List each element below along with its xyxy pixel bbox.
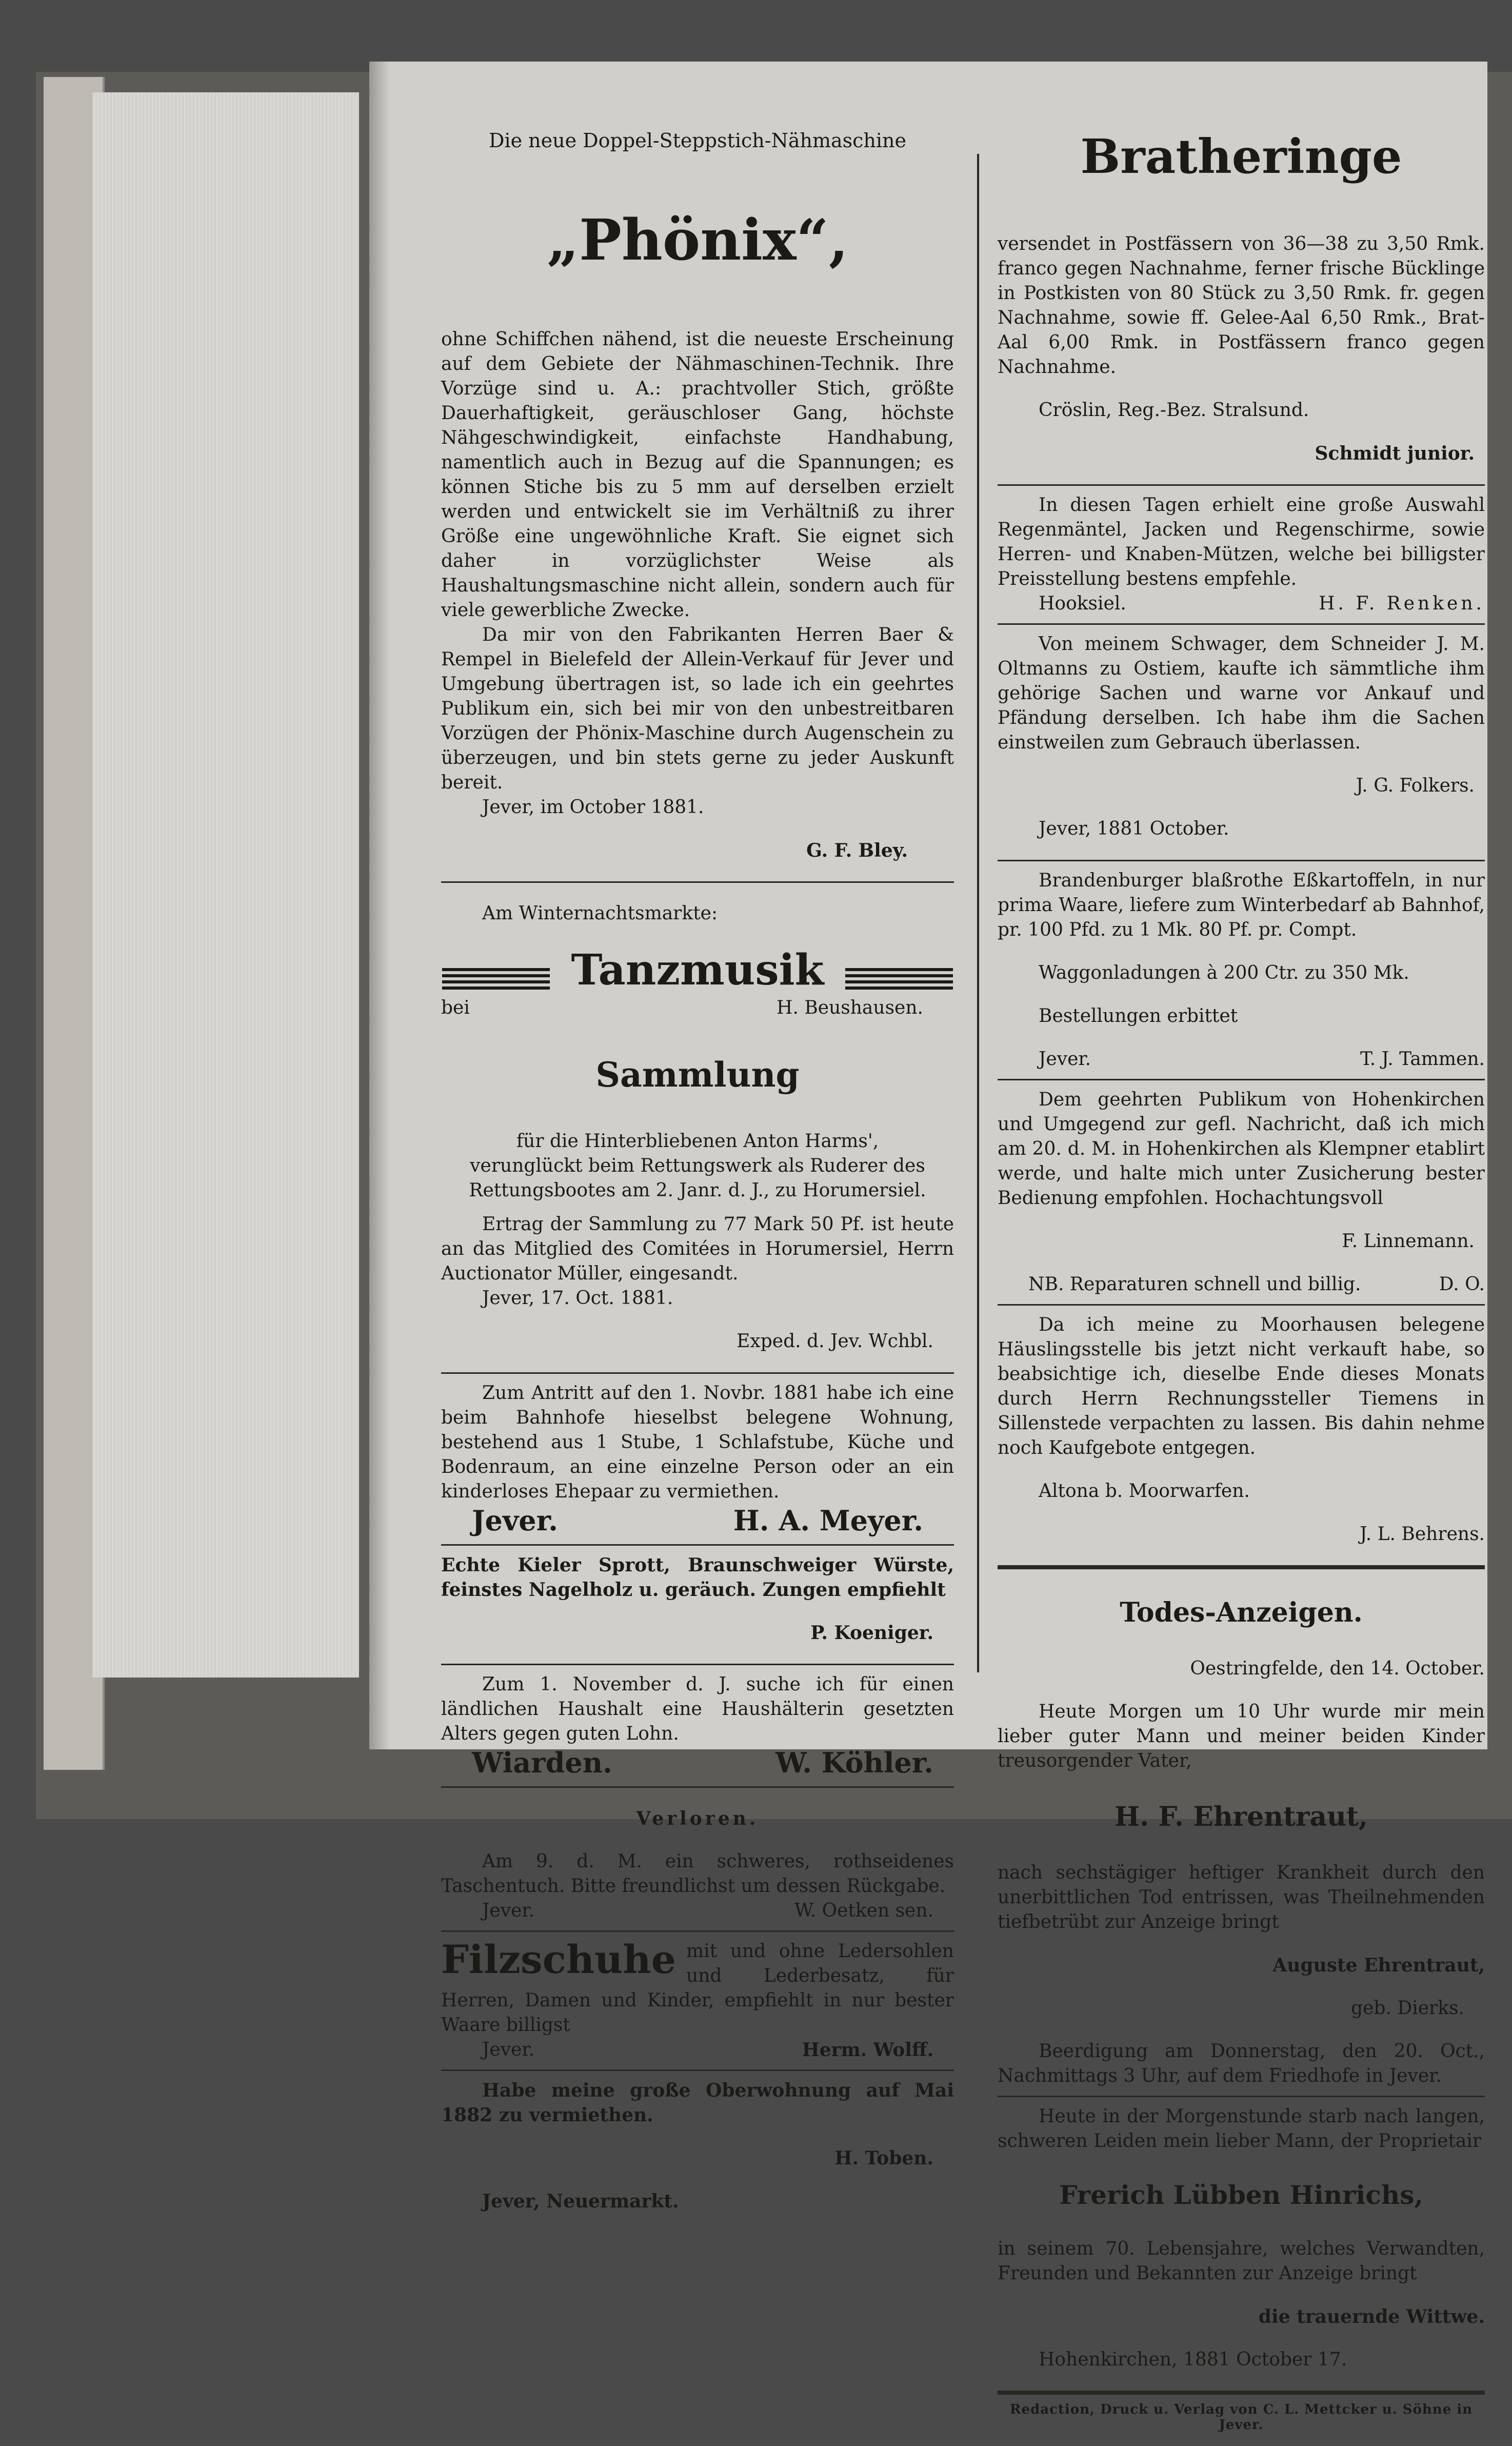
klempner-nb-sign: D. O. [1439, 1274, 1485, 1295]
kartoffeln-sign-row [998, 1047, 1485, 1072]
divider [998, 1304, 1485, 1306]
right-column [998, 77, 1485, 2446]
filzschuhe-sign: Herm. Wolff. [802, 2039, 933, 2061]
klempner-body: Dem geehrten Publikum von Hohenkirchen und Umgegend zur gefl. Nachricht, daß ich mich am 20. d. M. in Hohenkirchen als Klempner etablirt werde, und halte mich unter Zusicherung bester Bedienung empfohlen. Hochachtungsvoll [998, 1089, 1485, 1209]
kartoffeln-body: Brandenburger blaßrothe Eßkartoffeln, in nur prima Waare, liefere zum Winterbedarf ab Bahnhof, pr. 100 Pfd. zu 1 Mk. 80 Pf. pr. Compt. [998, 870, 1485, 940]
tod2-sign: die trauernde Wittwe. [1258, 2306, 1485, 2327]
sprott-body: Echte Kieler Sprott, Braunschweiger Würste, feinstes Nagelholz u. geräuch. Zungen empfiehlt [441, 1554, 954, 1601]
klempner-nb: NB. Reparaturen schnell und billig. [1028, 1274, 1361, 1295]
wohnung-place: Jever. [472, 1504, 558, 1537]
ad-todesanzeige-2 [998, 2104, 1485, 2372]
tod2-body2: in seinem 70. Lebensjahre, welches Verwandten, Freunden und Bekannten zur Anzeige bringt [998, 2238, 1485, 2284]
wohnung-body: Zum Antritt auf den 1. Novbr. 1881 habe ich eine beim Bahnhofe hieselbst belegene Wohnung, bestehend aus 1 Stube, 1 Schlafstube, Küche und Bodenraum, an eine einzelne Person oder an ein kinderloses Ehepaar zu vermiethen. [441, 1383, 954, 1502]
filzschuhe-place: Jever. [482, 2039, 535, 2060]
page-gutter [369, 62, 390, 1749]
sammlung-sign: Exped. d. Jev. Wchbl. [737, 1331, 933, 1352]
divider [441, 1544, 954, 1546]
wohnung-sign: H. A. Meyer. [733, 1504, 923, 1537]
bratheringe-place: Cröslin, Reg.-Bez. Stralsund. [1039, 400, 1309, 421]
regen-sign: H. F. Renken. [1319, 593, 1485, 614]
moorhausen-place: Altona b. Moorwarfen. [1039, 1481, 1250, 1502]
left-column [441, 77, 954, 2232]
ad-filzschuhe [441, 1939, 954, 2062]
ad-wohnung [441, 1381, 954, 1537]
ad-phoenix [441, 128, 954, 863]
tod-name: H. F. Ehrentraut, [1115, 1801, 1368, 1832]
tanz-sign-row [441, 996, 954, 1020]
haushaelterin-body: Zum 1. November d. J. suche ich für einen ländlichen Haushalt eine Haushälterin gesetzten Alters gegen guten Lohn. [441, 1674, 954, 1744]
divider [998, 860, 1485, 861]
verloren-title: Verloren. [636, 1808, 759, 1829]
kartoffeln-body2: Waggonladungen à 200 Ctr. zu 350 Mk. [1039, 962, 1409, 983]
oltmanns-sign: J. G. Folkers. [1356, 775, 1475, 796]
phoenix-body: ohne Schiffchen nähend, ist die neueste Erscheinung auf dem Gebiete der Nähmaschinen-Technik. Ihre Vorzüge sind u. A.: prachtvoller Stich, größte Dauerhaftigkeit, geräuschloser Gang, höchste Nähgeschwindigkeit, einfachste Handhabung, namentlich auch in Bezug auf die Spannungen; es können Stiche bis zu 5 mm auf derselben erzielt werden und entwickelt sie im Verhältniß zu ihrer Größe eine ungewöhnliche Kraft. Sie eignet sich daher in vorzüglichster Weise als Haushaltungsmaschine nicht allein, sondern auch für viele gewerbliche Zwecke. [441, 329, 954, 621]
phoenix-intro: Die neue Doppel-Steppstich-Nähmaschine [488, 129, 907, 152]
haushaelterin-sign-row [441, 1746, 954, 1779]
ad-todesanzeigen [998, 1596, 1485, 2088]
phoenix-title: „Phönix“, [546, 207, 849, 273]
klempner-sign: F. Linnemann. [1342, 1231, 1475, 1252]
ad-sammlung [441, 1054, 954, 1354]
tod2-body: Heute in der Morgenstunde starb nach langen, schweren Leiden mein lieber Mann, der Proprietair [998, 2106, 1485, 2152]
tod-sign2: geb. Dierks. [1351, 1998, 1464, 2019]
page-edges [92, 92, 359, 1678]
ad-oberwohnung [441, 2078, 954, 2214]
verloren-body: Am 9. d. M. ein schweres, rothseidenes Taschentuch. Bitte freundlichst um dessen Rückgabe. [441, 1851, 954, 1897]
tod2-place: Hohenkirchen, 1881 October 17. [1039, 2349, 1347, 2370]
ad-oltmanns [998, 632, 1485, 841]
ad-moorhausen [998, 1313, 1485, 1547]
divider [441, 1786, 954, 1788]
divider [441, 1372, 954, 1374]
phoenix-sign: G. F. Bley. [806, 840, 908, 861]
regen-place: Hooksiel. [1039, 593, 1126, 614]
divider [998, 2096, 1485, 2097]
kartoffeln-sign: T. J. Tammen. [1360, 1049, 1485, 1070]
column-divider [977, 154, 979, 1672]
filzschuhe-text [441, 1939, 954, 2038]
tod-place-date: Oestringfelde, den 14. October. [1190, 1658, 1485, 1679]
imprint-footer: Redaction, Druck u. Verlag von C. L. Mettcker u. Söhne in Jever. [1009, 2402, 1473, 2433]
ad-klempner [998, 1088, 1485, 1297]
oltmanns-place: Jever, 1881 October. [1039, 818, 1229, 839]
tod2-name: Frerich Lübben Hinrichs, [1059, 2180, 1423, 2210]
divider [441, 881, 954, 883]
wohnung-sign-row [441, 1504, 954, 1537]
tanz-sign: H. Beushausen. [777, 997, 923, 1018]
oltmanns-body: Von meinem Schwager, dem Schneider J. M. Oltmanns zu Ostiem, kaufte ich sämmtliche ihm gehörige Sachen und warne vor Ankauf und Pfändung derselben. Ich habe ihm die Sachen einstweilen zum Gebrauch überlassen. [998, 634, 1485, 753]
ad-bratheringe [998, 128, 1485, 466]
bratheringe-sign: Schmidt junior. [1315, 443, 1475, 464]
ad-verloren [441, 1806, 954, 1923]
decor-stripes-left [442, 968, 550, 992]
moorhausen-sign: J. L. Behrens. [1360, 1524, 1485, 1545]
sammlung-title: Sammlung [595, 1055, 800, 1095]
decor-stripes-right [845, 968, 953, 992]
haushaelterin-sign: W. Köhler. [775, 1746, 933, 1779]
tanz-intro: Am Winternachtsmarkte: [482, 903, 718, 924]
phoenix-place: Jever, im October 1881. [482, 797, 704, 818]
kartoffeln-body3: Bestellungen erbittet [1039, 1005, 1238, 1027]
filzschuhe-sign-row [441, 2038, 954, 2062]
verloren-sign: W. Oetken sen. [794, 1900, 933, 1921]
klempner-nb-row [998, 1272, 1485, 1297]
regen-body: In diesen Tagen erhielt eine große Auswahl Regenmäntel, Jacken und Regenschirme, sowie Herren- und Knaben-Mützen, welche bei billigster Preisstellung bestens empfehle. [998, 495, 1485, 589]
sammlung-place: Jever, 17. Oct. 1881. [482, 1288, 673, 1309]
oberwohnung-sign: H. Toben. [834, 2147, 933, 2169]
moorhausen-body: Da ich meine zu Moorhausen belegene Häuslingsstelle bis jetzt nicht verkauft habe, so beabsichtige ich, dieselbe Ende dieses Monats durch Herrn Rechnungssteller Tiemens in Sillenstede verpachten zu lassen. Bis dahin nehme noch Kaufgebote entgegen. [998, 1314, 1485, 1458]
haushaelterin-place: Wiarden. [472, 1746, 612, 1779]
divider [998, 1079, 1485, 1080]
divider [441, 1664, 954, 1665]
divider [441, 1930, 954, 1932]
sprott-sign: P. Koeniger. [810, 1622, 933, 1644]
ad-sprott [441, 1553, 954, 1645]
filzschuhe-body: mit und ohne Ledersohlen und Lederbesatz, für Herren, Damen und Kinder, empfiehlt in nur bester Waare billigst [441, 1941, 954, 2036]
filzschuhe-title: Filzschuhe [441, 1937, 677, 1982]
bratheringe-body: versendet in Postfässern von 36—38 zu 3,50 Rmk. franco gegen Nachnahme, ferner frische Bücklinge in Postkisten von 80 Stück zu 3,50 Rmk. fr. gegen Nachnahme, sowie ff. Gelee-Aal 6,50 Rmk., Brat-Aal 6,00 Rmk. in Postfässern franco gegen Nachnahme. [998, 233, 1485, 378]
sammlung-body2: Ertrag der Sammlung zu 77 Mark 50 Pf. ist heute an das Mitglied des Comitées in Horumersiel, Herrn Auctionator Müller, eingesandt. [441, 1214, 954, 1284]
bratheringe-title: Bratheringe [1080, 129, 1402, 184]
tod-body: Heute Morgen um 10 Uhr wurde mir mein lieber guter Mann und meiner beiden Kinder treusorgender Vater, [998, 1701, 1485, 1771]
divider [441, 2069, 954, 2071]
divider-thick [998, 1565, 1485, 1569]
ad-regen [998, 493, 1485, 616]
ad-tanzmusik [441, 901, 954, 1020]
tanz-bei: bei [441, 997, 470, 1018]
regen-sign-row [998, 591, 1485, 616]
tod-sign: Auguste Ehrentraut, [1272, 1955, 1485, 1976]
divider [998, 623, 1485, 625]
phoenix-body2: Da mir von den Fabrikanten Herren Baer & Rempel in Bielefeld der Allein-Verkauf für Jever und Umgebung übertragen ist, so lade ich ein geehrtes Publikum ein, sich bei mir von den unbestreitbaren Vorzügen der Phönix-Maschine durch Augenschein zu überzeugen, und bin stets gerne zu jeder Auskunft bereit. [441, 624, 954, 793]
oberwohnung-place: Jever, Neuermarkt. [482, 2191, 679, 2212]
ad-haushaelterin [441, 1672, 954, 1779]
verloren-place: Jever. [482, 1900, 535, 1921]
tod-title: Todes-Anzeigen. [1120, 1597, 1363, 1628]
oberwohnung-body: Habe meine große Oberwohnung auf Mai 1882 zu vermiethen. [441, 2080, 954, 2126]
tod-body3: Beerdigung am Donnerstag, den 20. Oct., Nachmittags 3 Uhr, auf dem Friedhofe in Jever. [998, 2041, 1485, 2086]
tod-body2: nach sechstägiger heftiger Krankheit durch den unerbittlichen Tod entrissen, was Theilnehmenden tiefbetrübt zur Anzeige bringt [998, 1862, 1485, 1932]
sammlung-body: für die Hinterbliebenen Anton Harms', verunglückt beim Rettungswerk als Ruderer des Rettungsbootes am 2. Janr. d. J., zu Horumersiel. [469, 1131, 926, 1201]
divider [998, 484, 1485, 486]
verloren-sign-row [441, 1899, 954, 1923]
divider-thick [998, 2391, 1485, 2395]
ad-kartoffeln [998, 869, 1485, 1072]
tanz-title-row [441, 944, 954, 996]
kartoffeln-place: Jever. [1039, 1049, 1091, 1070]
tanz-title: Tanzmusik [571, 945, 824, 995]
